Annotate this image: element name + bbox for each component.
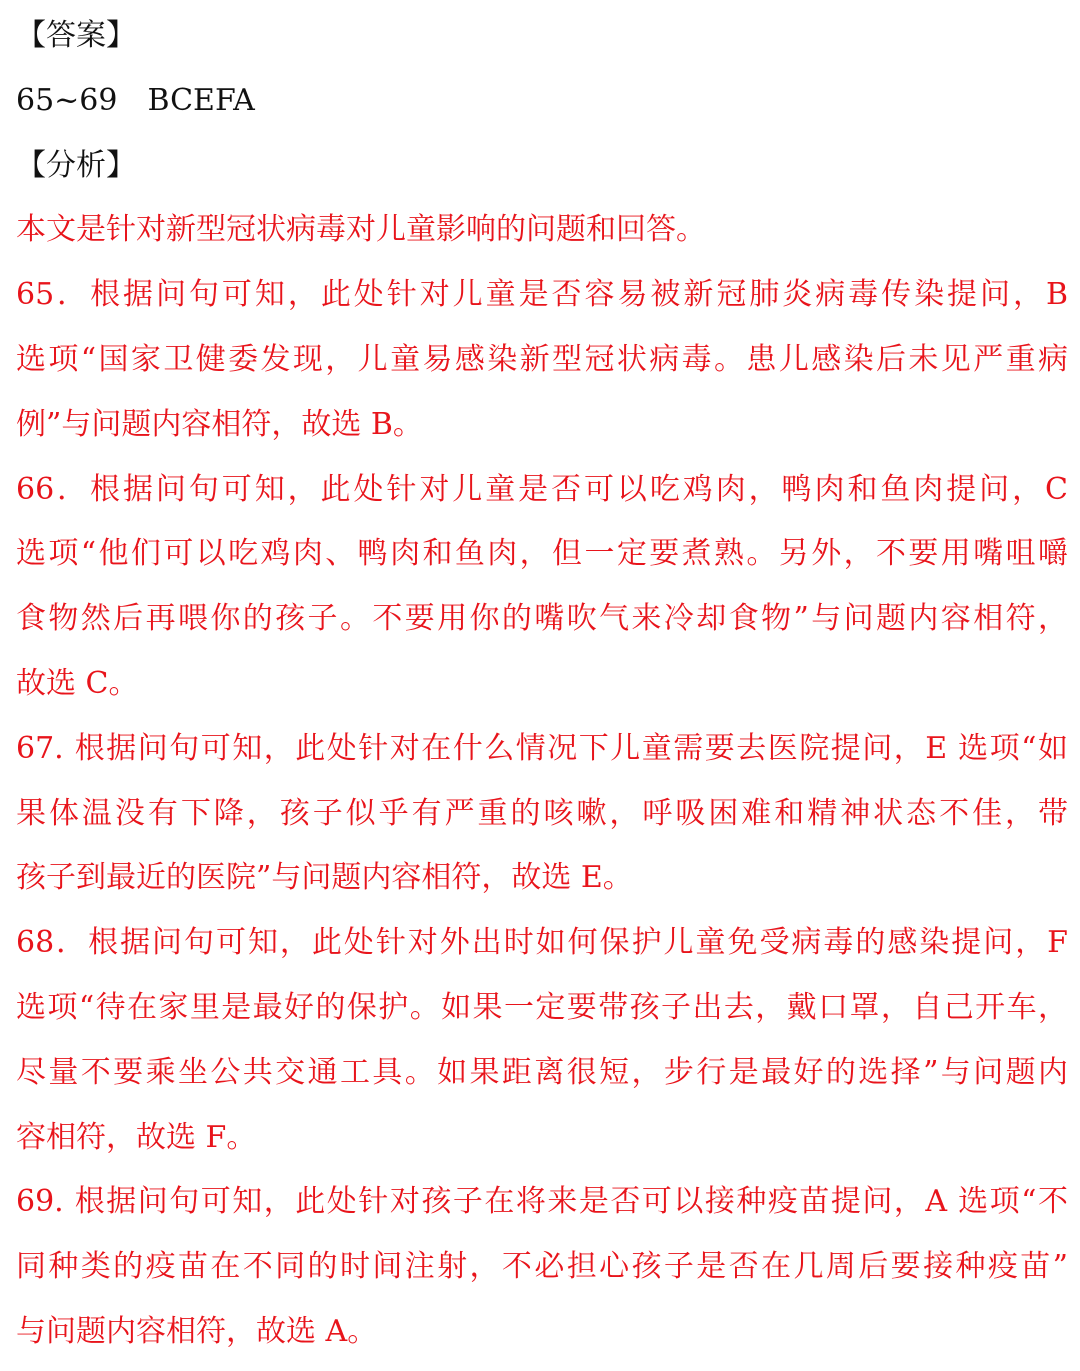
- explanation-line: 选项“待在家里是最好的保护。如果一定要带孩子出去，戴口罩，自己开车，: [16, 989, 1068, 1025]
- explanation-line: 与问题内容相符，故选 A。: [16, 1313, 378, 1349]
- analysis-heading: 【分析】: [16, 147, 136, 183]
- explanation-q67: [16, 717, 1068, 911]
- answer-document: [16, 4, 1068, 1365]
- explanation-line: 68．根据问句可知，此处针对外出时如何保护儿童免受病毒的感染提问，F: [16, 925, 1068, 961]
- explanation-line: 69. 根据问句可知，此处针对孩子在将来是否可以接种疫苗提问，A 选项“不: [16, 1184, 1068, 1220]
- answer-key-line: 65~69 BCEFA: [16, 82, 255, 118]
- explanation-q65: [16, 263, 1068, 457]
- explanation-line: 同种类的疫苗在不同的时间注射，不必担心孩子是否在几周后要接种疫苗”: [16, 1249, 1068, 1285]
- explanation-line: 65．根据问句可知，此处针对儿童是否容易被新冠肺炎病毒传染提问，B: [16, 277, 1068, 313]
- explanation-line: 食物然后再喂你的孩子。不要用你的嘴吹气来冷却食物”与问题内容相符，: [16, 601, 1068, 637]
- explanation-line: 尽量不要乘坐公共交通工具。如果距离很短，步行是最好的选择”与问题内: [16, 1054, 1068, 1090]
- explanation-q69: [16, 1170, 1068, 1364]
- explanation-line: 67. 根据问句可知，此处针对在什么情况下儿童需要去医院提问，E 选项“如: [16, 730, 1068, 766]
- explanation-line: 果体温没有下降，孩子似乎有严重的咳嗽，呼吸困难和精神状态不佳，带: [16, 795, 1068, 831]
- explanation-line: 故选 C。: [16, 665, 139, 701]
- explanation-line: 66．根据问句可知，此处针对儿童是否可以吃鸡肉，鸭肉和鱼肉提问，C: [16, 471, 1068, 507]
- explanation-line: 选项“他们可以吃鸡肉、鸭肉和鱼肉，但一定要煮熟。另外，不要用嘴咀嚼: [16, 536, 1068, 572]
- explanation-line: 孩子到最近的医院”与问题内容相符，故选 E。: [16, 860, 633, 896]
- explanation-line: 例”与问题内容相符，故选 B。: [16, 406, 423, 442]
- explanation-line: 容相符，故选 F。: [16, 1119, 257, 1155]
- explanation-q66: [16, 458, 1068, 717]
- answer-heading: 【答案】: [16, 18, 136, 53]
- explanation-q68: [16, 911, 1068, 1170]
- explanation-line: 选项“国家卫健委发现，儿童易感染新型冠状病毒。患儿感染后未见严重病: [16, 341, 1068, 377]
- passage-summary: 本文是针对新型冠状病毒对儿童影响的问题和回答。: [16, 212, 706, 248]
